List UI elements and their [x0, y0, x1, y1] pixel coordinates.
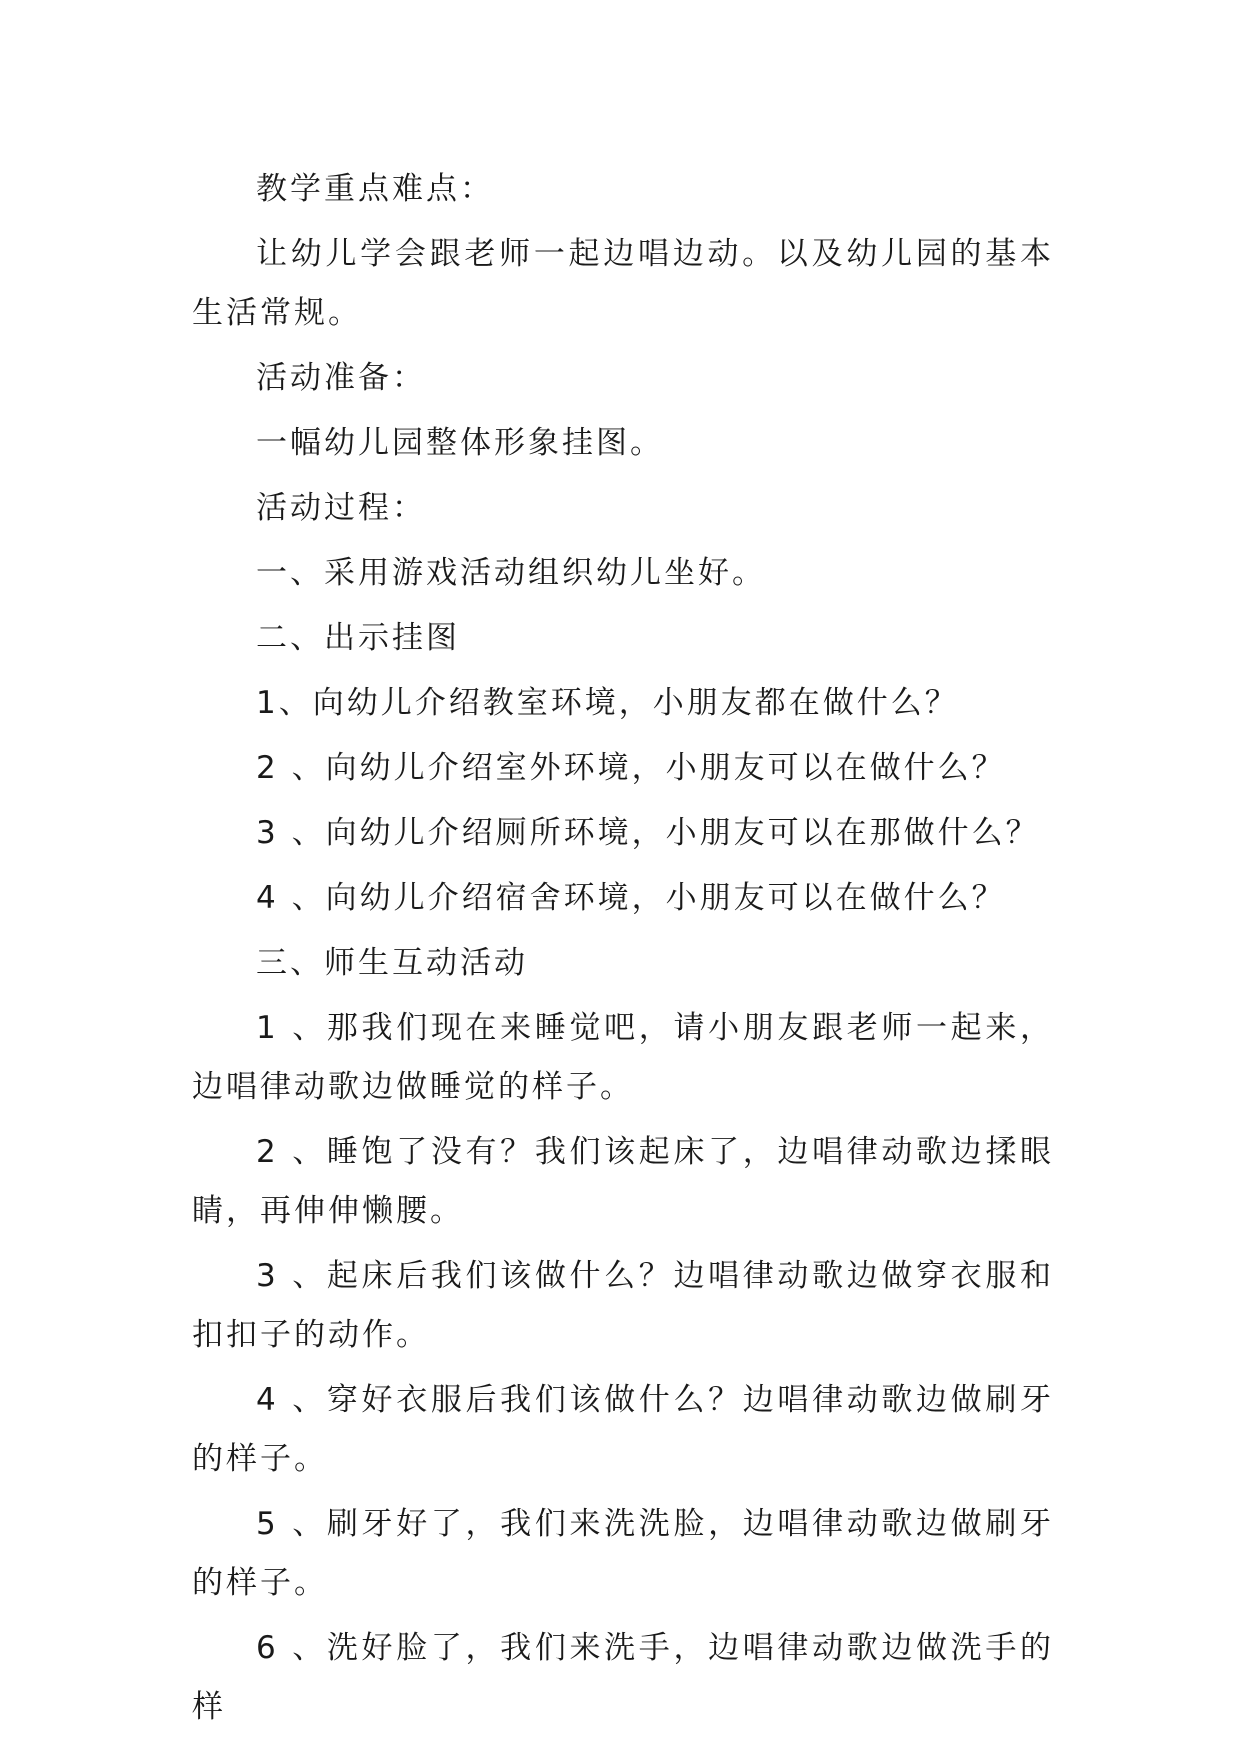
process-step-1: 一、采用游戏活动组织幼儿坐好。 [256, 555, 766, 591]
list-item: 1、向幼儿介绍教室环境，小朋友都在做什么？ [256, 685, 959, 721]
preparation-text: 一幅幼儿园整体形象挂图。 [256, 425, 664, 461]
list-item: 6 、洗好脸了，我们来洗手，边唱律动歌边做洗手的样 [192, 1630, 1054, 1725]
process-step-2: 二、出示挂图 [256, 620, 460, 656]
process-step-3: 三、师生互动活动 [256, 945, 528, 981]
list-item: 2 、向幼儿介绍室外环境，小朋友可以在做什么？ [256, 750, 1006, 786]
document-body [192, 160, 1054, 1743]
key-points-text: 让幼儿学会跟老师一起边唱边动。以及幼儿园的基本生活常规。 [192, 236, 1054, 331]
list-item: 4 、向幼儿介绍宿舍环境，小朋友可以在做什么？ [256, 880, 1006, 916]
list-item: 4 、穿好衣服后我们该做什么？边唱律动歌边做刷牙的样子。 [192, 1382, 1054, 1477]
section-heading-key-points: 教学重点难点： [256, 171, 494, 207]
list-item: 1 、那我们现在来睡觉吧，请小朋友跟老师一起来，边唱律动歌边做睡觉的样子。 [192, 1010, 1054, 1105]
list-item: 5 、刷牙好了，我们来洗洗脸，边唱律动歌边做刷牙的样子。 [192, 1506, 1054, 1601]
list-item: 2 、睡饱了没有？我们该起床了，边唱律动歌边揉眼睛，再伸伸懒腰。 [192, 1134, 1054, 1229]
list-item: 3 、向幼儿介绍厕所环境，小朋友可以在那做什么？ [256, 815, 1040, 851]
list-item: 3 、起床后我们该做什么？边唱律动歌边做穿衣服和扣扣子的动作。 [192, 1258, 1054, 1353]
section-heading-process: 活动过程： [256, 490, 426, 526]
section-heading-preparation: 活动准备： [256, 360, 426, 396]
